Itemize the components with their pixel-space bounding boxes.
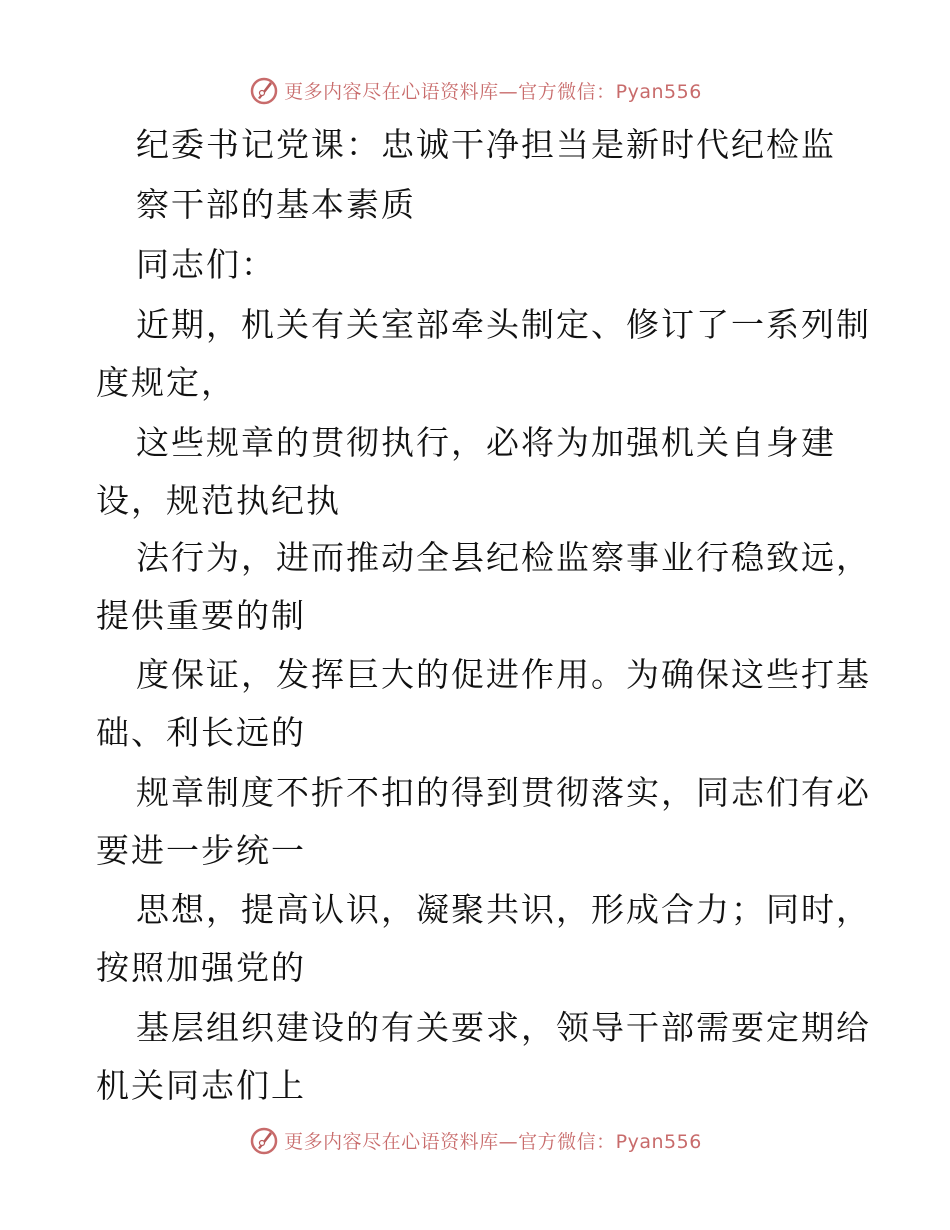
paragraph-line: 近期，机关有关室部牵头制定、修订了一系列制 [136, 305, 871, 344]
quill-circle-icon [248, 74, 280, 106]
watermark-text: 更多内容尽在心语资料库—官方微信：Pyan556 [284, 80, 702, 103]
footer-watermark [0, 1120, 950, 1160]
header-watermark [0, 70, 950, 110]
paragraph-line: 机关同志们上 [96, 1066, 306, 1105]
document-title-line-2: 察干部的基本素质 [136, 185, 416, 224]
paragraph-line: 法行为，进而推动全县纪检监察事业行稳致远， [136, 538, 871, 577]
paragraph-line: 规章制度不折不扣的得到贯彻落实，同志们有必 [136, 773, 871, 812]
paragraph-line: 基层组织建设的有关要求，领导干部需要定期给 [136, 1008, 871, 1047]
paragraph-line: 按照加强党的 [96, 948, 306, 987]
greeting: 同志们： [136, 245, 276, 284]
paragraph-line: 思想，提高认识，凝聚共识，形成合力；同时， [136, 890, 871, 929]
paragraph-line: 提供重要的制 [96, 596, 306, 635]
paragraph-line: 础、利长远的 [96, 713, 306, 752]
quill-circle-icon [248, 1124, 280, 1156]
paragraph-line: 度保证，发挥巨大的促进作用。为确保这些打基 [136, 655, 871, 694]
watermark-text: 更多内容尽在心语资料库—官方微信：Pyan556 [284, 1130, 702, 1153]
paragraph-line: 度规定， [96, 363, 236, 402]
paragraph-line: 这些规章的贯彻执行，必将为加强机关自身建 [136, 423, 836, 462]
paragraph-line: 设，规范执纪执 [96, 481, 341, 520]
document-title-line-1: 纪委书记党课：忠诚干净担当是新时代纪检监 [136, 125, 836, 164]
paragraph-line: 要进一步统一 [96, 831, 306, 870]
